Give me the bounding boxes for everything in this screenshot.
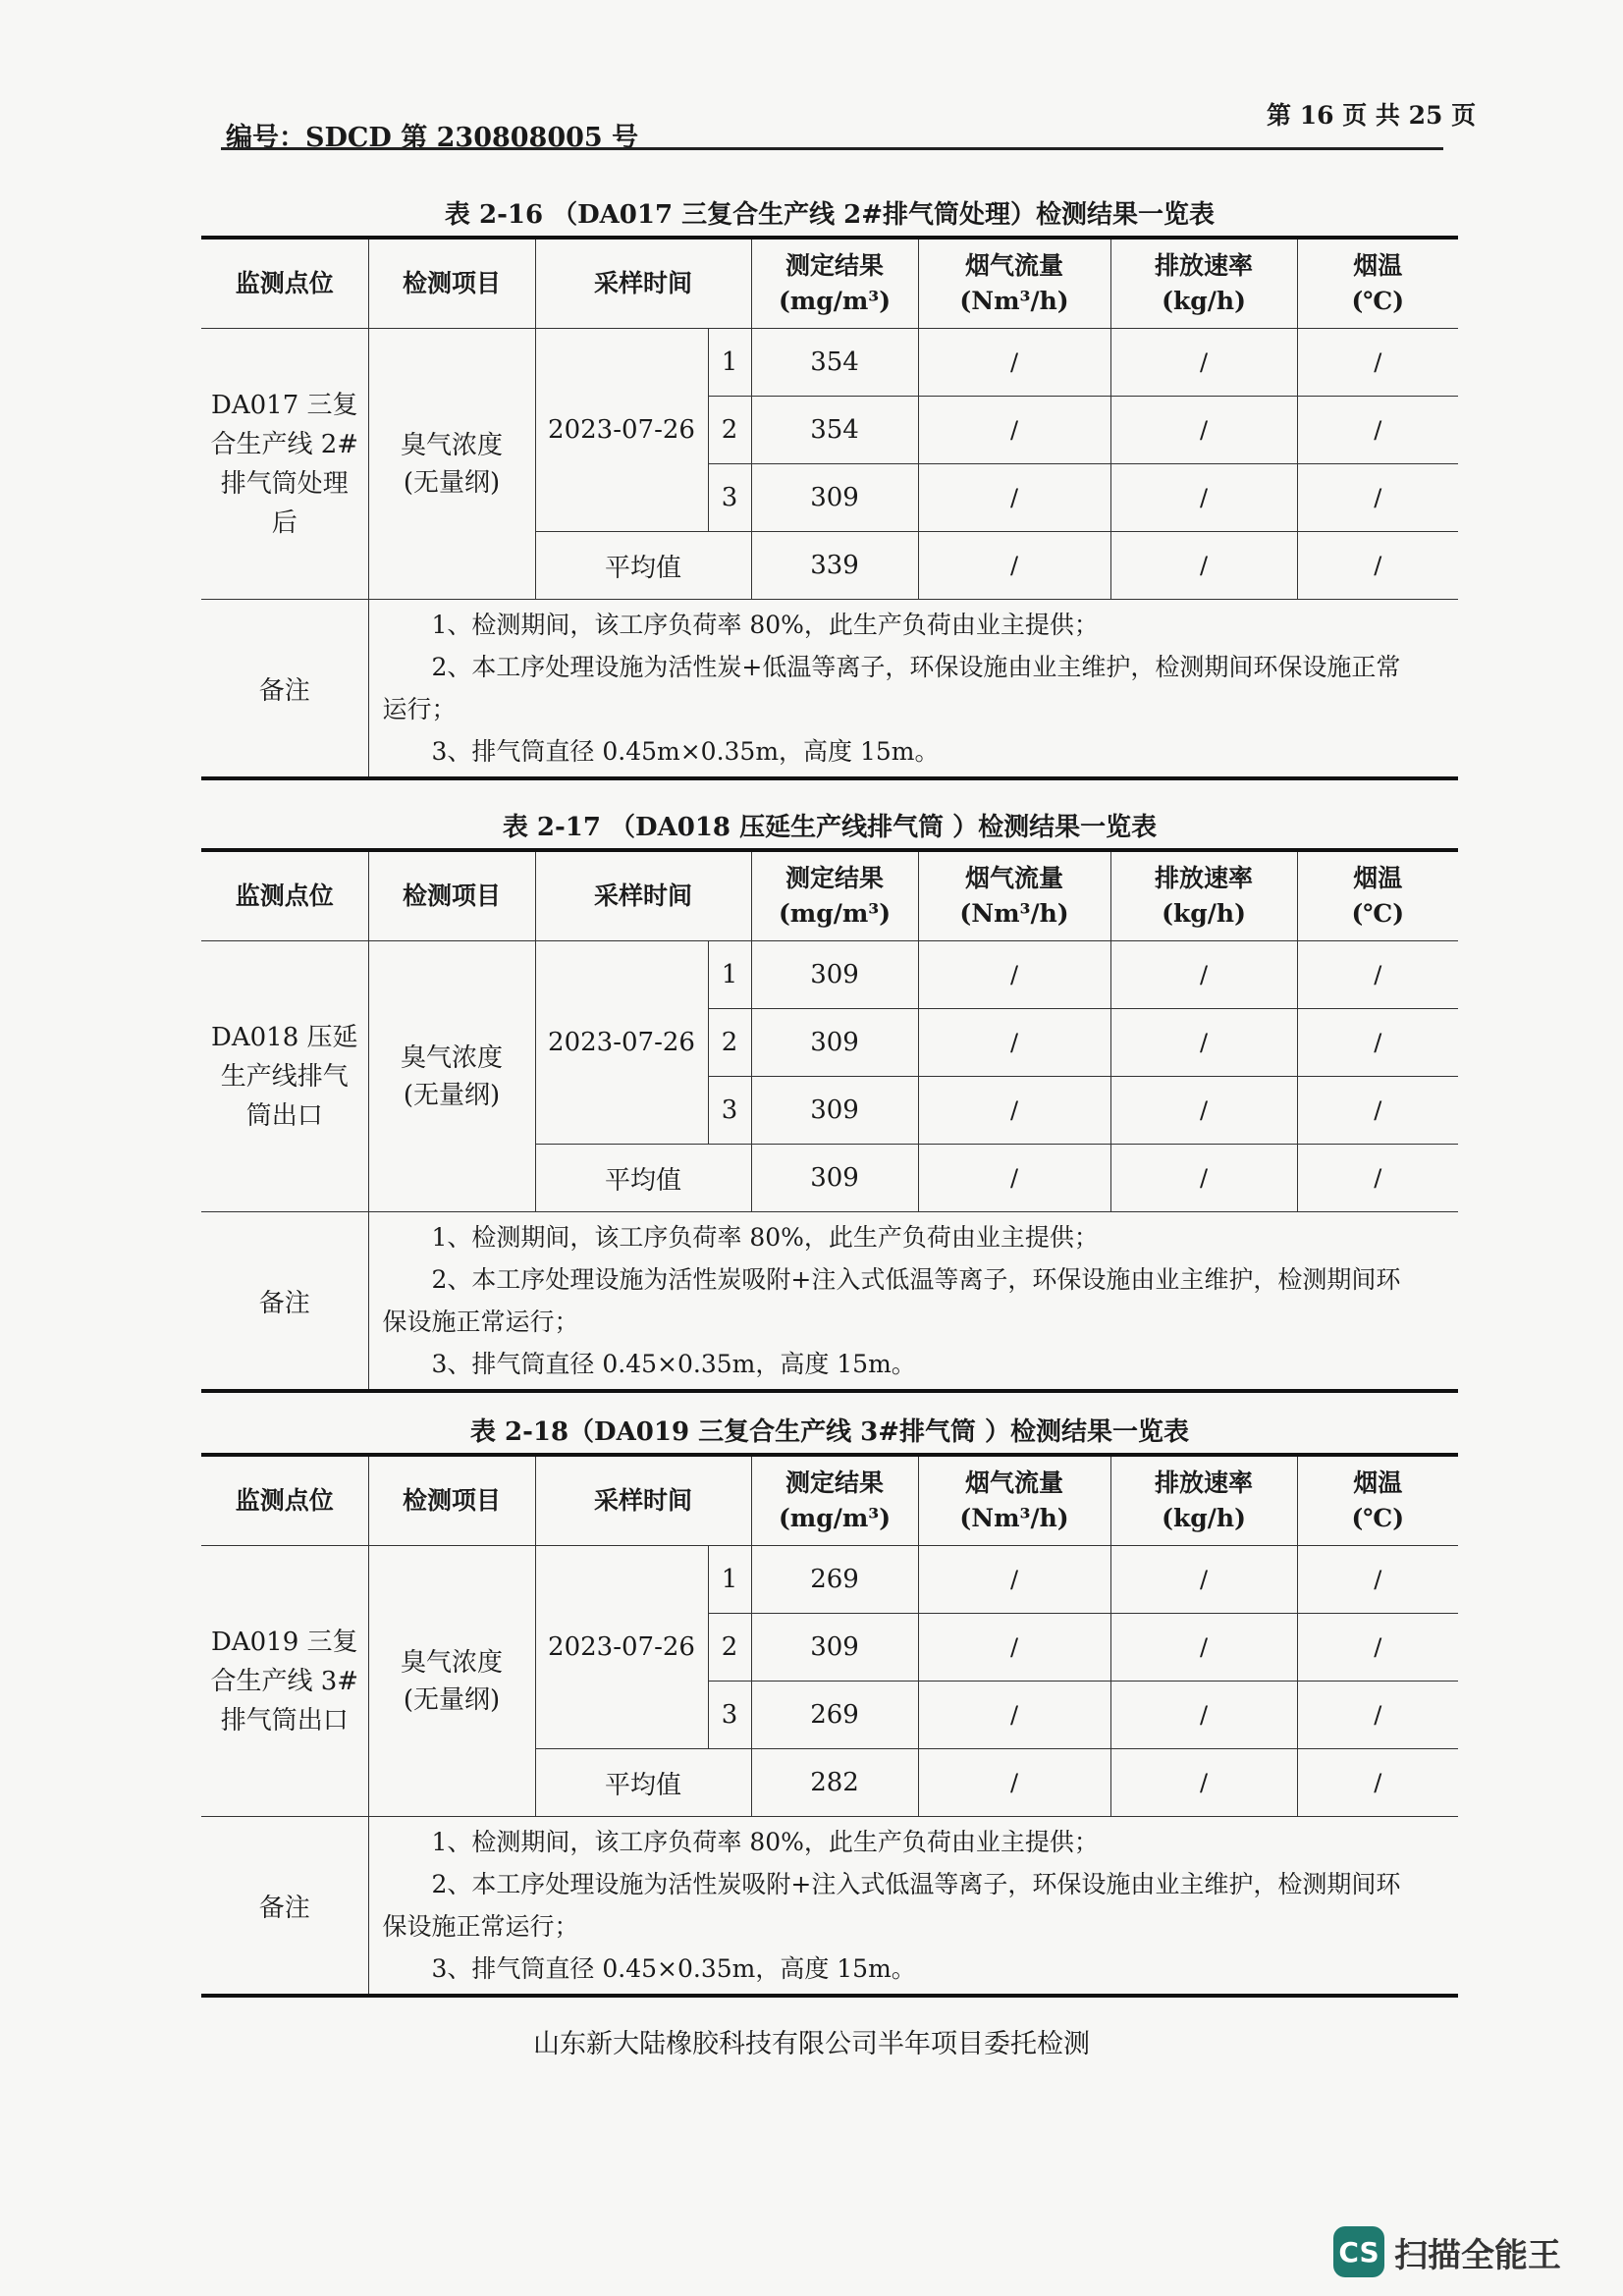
site-line: 排气筒出口: [220, 1705, 349, 1735]
rate-value: /: [1110, 1682, 1297, 1749]
average-temp: /: [1297, 1145, 1458, 1212]
result-table-2-17: [201, 807, 1458, 1393]
flow-value: /: [918, 1682, 1110, 1749]
note-line: 保设施正常运行；: [382, 1912, 579, 1941]
rate-value: /: [1110, 1009, 1297, 1077]
notes-label: 备注: [201, 1817, 368, 1997]
site-line: 合生产线 2#: [210, 429, 359, 459]
site-line: DA018 压延: [210, 1022, 358, 1052]
note-line: 1、检测期间，该工序负荷率 80%，此生产负荷由业主提供；: [431, 1223, 1099, 1252]
note-line: 1、检测期间，该工序负荷率 80%，此生产负荷由业主提供；: [431, 611, 1099, 639]
col-header-rate: [1110, 850, 1297, 941]
page-number: 第 16 页 共 25 页: [1267, 101, 1477, 130]
col-header-rate: [1110, 238, 1297, 329]
notes-cell: [368, 1817, 1458, 1997]
table-title: 表 2-17 （DA018 压延生产线排气筒 ）检测结果一览表: [502, 813, 1158, 842]
flow-value: /: [918, 1077, 1110, 1145]
flow-label: 烟气流量: [965, 864, 1064, 892]
note-line: 保设施正常运行；: [382, 1308, 579, 1336]
rate-value: /: [1110, 329, 1297, 397]
temp-value: /: [1297, 329, 1458, 397]
note-line: 运行；: [382, 695, 457, 723]
item-cell: [368, 329, 535, 600]
item-cell: [368, 1546, 535, 1817]
flow-value: /: [918, 1009, 1110, 1077]
site-cell: [201, 941, 368, 1212]
flow-label: 烟气流量: [965, 251, 1064, 280]
scanner-watermark: [1333, 2226, 1561, 2277]
flow-unit: (Nm³/h): [959, 899, 1069, 928]
col-header-result: [751, 850, 918, 941]
item-line: 臭气浓度: [400, 1042, 503, 1073]
notes-label: 备注: [201, 600, 368, 779]
result-value: 309: [751, 941, 918, 1009]
table-title: 表 2-16 （DA017 三复合生产线 2#排气筒处理）检测结果一览表: [444, 200, 1216, 230]
rate-value: /: [1110, 464, 1297, 532]
rate-unit: (kg/h): [1162, 1504, 1246, 1532]
site-line: 排气筒处理: [220, 468, 349, 499]
average-result: 339: [751, 532, 918, 600]
flow-value: /: [918, 464, 1110, 532]
flow-label: 烟气流量: [965, 1468, 1064, 1497]
site-line: 后: [271, 507, 298, 538]
site-cell: [201, 1546, 368, 1817]
average-flow: /: [918, 532, 1110, 600]
col-header-time: 采样时间: [535, 238, 751, 329]
col-header-temp: [1297, 850, 1458, 941]
rate-label: 排放速率: [1155, 1468, 1254, 1497]
note-line: 3、排气筒直径 0.45m×0.35m，高度 15m。: [431, 737, 940, 766]
date-cell: 2023-07-26: [535, 941, 708, 1145]
note-line: 2、本工序处理设施为活性炭吸附+注入式低温等离子，环保设施由业主维护，检测期间环: [431, 1265, 1401, 1294]
temp-unit: (℃): [1351, 287, 1405, 315]
rate-label: 排放速率: [1155, 251, 1254, 280]
notes-label: 备注: [201, 1212, 368, 1392]
sample-number: 1: [708, 941, 751, 1009]
flow-unit: (Nm³/h): [959, 287, 1069, 315]
result-value: 309: [751, 1614, 918, 1682]
note-line: 2、本工序处理设施为活性炭+低温等离子，环保设施由业主维护，检测期间环保设施正常: [431, 653, 1401, 681]
result-label: 测定结果: [785, 251, 885, 280]
site-cell: [201, 329, 368, 600]
sample-number: 1: [708, 1546, 751, 1614]
result-unit: (mg/m³): [778, 899, 892, 928]
note-line: 2、本工序处理设施为活性炭吸附+注入式低温等离子，环保设施由业主维护，检测期间环: [431, 1870, 1401, 1898]
temp-label: 烟温: [1353, 251, 1403, 280]
temp-value: /: [1297, 1009, 1458, 1077]
result-label: 测定结果: [785, 864, 885, 892]
sample-number: 1: [708, 329, 751, 397]
result-table-2-16: [201, 194, 1458, 780]
flow-value: /: [918, 397, 1110, 464]
col-header-item: 检测项目: [368, 850, 535, 941]
col-header-result: [751, 238, 918, 329]
average-flow: /: [918, 1749, 1110, 1817]
date-cell: 2023-07-26: [535, 329, 708, 532]
rate-label: 排放速率: [1155, 864, 1254, 892]
average-rate: /: [1110, 1145, 1297, 1212]
result-unit: (mg/m³): [778, 1504, 892, 1532]
temp-label: 烟温: [1353, 1468, 1403, 1497]
site-line: 生产线排气: [220, 1061, 349, 1092]
flow-value: /: [918, 1614, 1110, 1682]
col-header-flow: [918, 1455, 1110, 1546]
temp-value: /: [1297, 1682, 1458, 1749]
col-header-item: 检测项目: [368, 1455, 535, 1546]
average-label: 平均值: [535, 532, 751, 600]
sample-number: 3: [708, 1682, 751, 1749]
col-header-flow: [918, 238, 1110, 329]
sample-number: 2: [708, 1009, 751, 1077]
col-header-rate: [1110, 1455, 1297, 1546]
date-cell: 2023-07-26: [535, 1546, 708, 1749]
note-line: 3、排气筒直径 0.45×0.35m，高度 15m。: [431, 1954, 916, 1983]
item-line: (无量纲): [403, 467, 501, 498]
flow-value: /: [918, 1546, 1110, 1614]
average-result: 282: [751, 1749, 918, 1817]
item-line: (无量纲): [403, 1684, 501, 1715]
col-header-temp: [1297, 238, 1458, 329]
cs-logo-icon: CS: [1333, 2226, 1384, 2277]
temp-value: /: [1297, 1077, 1458, 1145]
col-header-result: [751, 1455, 918, 1546]
site-line: 合生产线 3#: [210, 1666, 359, 1696]
rate-unit: (kg/h): [1162, 287, 1246, 315]
temp-value: /: [1297, 1546, 1458, 1614]
table-title: 表 2-18（DA019 三复合生产线 3#排气筒 ）检测结果一览表: [469, 1417, 1190, 1447]
site-line: DA019 三复: [210, 1627, 358, 1657]
item-cell: [368, 941, 535, 1212]
flow-value: /: [918, 941, 1110, 1009]
notes-cell: [368, 1212, 1458, 1392]
rate-value: /: [1110, 941, 1297, 1009]
result-value: 309: [751, 464, 918, 532]
average-temp: /: [1297, 532, 1458, 600]
result-value: 354: [751, 397, 918, 464]
rate-value: /: [1110, 397, 1297, 464]
sample-number: 3: [708, 464, 751, 532]
col-header-flow: [918, 850, 1110, 941]
temp-value: /: [1297, 464, 1458, 532]
average-temp: /: [1297, 1749, 1458, 1817]
header-rule: [221, 147, 1443, 150]
result-value: 354: [751, 329, 918, 397]
rate-value: /: [1110, 1077, 1297, 1145]
note-line: 1、检测期间，该工序负荷率 80%，此生产负荷由业主提供；: [431, 1828, 1099, 1856]
rate-value: /: [1110, 1546, 1297, 1614]
col-header-temp: [1297, 1455, 1458, 1546]
item-line: (无量纲): [403, 1080, 501, 1110]
rate-value: /: [1110, 1614, 1297, 1682]
notes-cell: [368, 600, 1458, 779]
col-header-time: 采样时间: [535, 1455, 751, 1546]
col-header-site: 监测点位: [201, 1455, 368, 1546]
document-number: 编号：SDCD 第 230808005 号: [226, 123, 639, 153]
temp-value: /: [1297, 1614, 1458, 1682]
scanner-name: 扫描全能王: [1394, 2235, 1561, 2275]
col-header-site: 监测点位: [201, 238, 368, 329]
col-header-site: 监测点位: [201, 850, 368, 941]
col-header-item: 检测项目: [368, 238, 535, 329]
sample-number: 3: [708, 1077, 751, 1145]
average-label: 平均值: [535, 1145, 751, 1212]
result-value: 309: [751, 1009, 918, 1077]
site-line: 筒出口: [245, 1100, 323, 1131]
average-rate: /: [1110, 1749, 1297, 1817]
result-label: 测定结果: [785, 1468, 885, 1497]
average-label: 平均值: [535, 1749, 751, 1817]
average-result: 309: [751, 1145, 918, 1212]
result-unit: (mg/m³): [778, 287, 892, 315]
result-table-2-18: [201, 1412, 1458, 1998]
sample-number: 2: [708, 1614, 751, 1682]
temp-unit: (℃): [1351, 1504, 1405, 1532]
site-line: DA017 三复: [210, 390, 358, 420]
average-rate: /: [1110, 532, 1297, 600]
note-line: 3、排气筒直径 0.45×0.35m，高度 15m。: [431, 1350, 916, 1378]
flow-unit: (Nm³/h): [959, 1504, 1069, 1532]
result-value: 309: [751, 1077, 918, 1145]
sample-number: 2: [708, 397, 751, 464]
flow-value: /: [918, 329, 1110, 397]
col-header-time: 采样时间: [535, 850, 751, 941]
temp-label: 烟温: [1353, 864, 1403, 892]
result-value: 269: [751, 1546, 918, 1614]
item-line: 臭气浓度: [400, 1647, 503, 1678]
average-flow: /: [918, 1145, 1110, 1212]
result-value: 269: [751, 1682, 918, 1749]
temp-value: /: [1297, 941, 1458, 1009]
temp-value: /: [1297, 397, 1458, 464]
item-line: 臭气浓度: [400, 430, 503, 460]
rate-unit: (kg/h): [1162, 899, 1246, 928]
temp-unit: (℃): [1351, 899, 1405, 928]
footer-text: 山东新大陆橡胶科技有限公司半年项目委托检测: [533, 2029, 1090, 2059]
